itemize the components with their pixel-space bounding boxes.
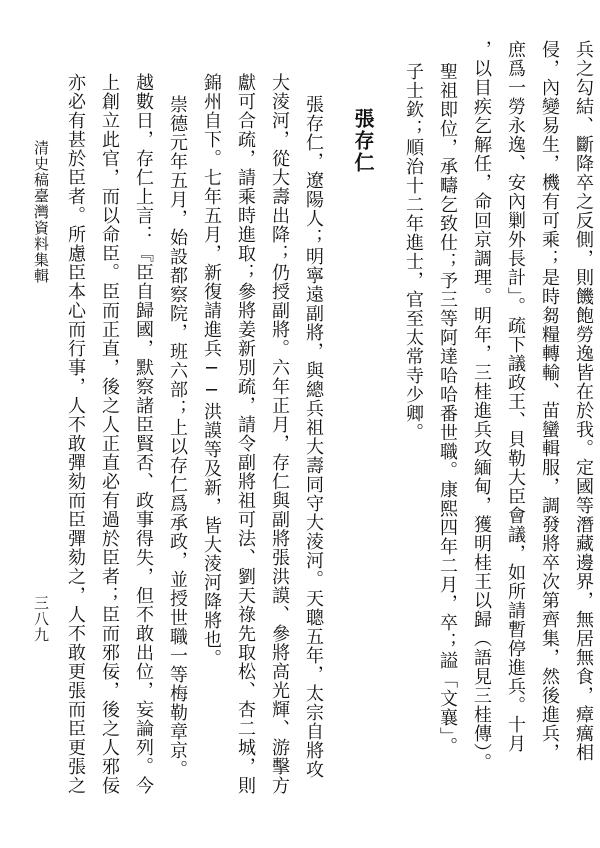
section-title: 張存仁 <box>351 108 375 174</box>
text-column: 兵之勾結、斷降卒之反側，則饑飽勞逸皆在於我。定國等潛藏邊界，無居無食，瘴癘相 <box>573 40 594 762</box>
text-column: 獻可合疏，請乘時進取；參將姜新別疏，請令副將祖可法、劉天祿先取松、杏二城，則 <box>235 73 256 795</box>
text-column: 錦州自下。七年五月，新復請進兵──洪謨等及新，皆大淩河降將也。 <box>201 73 222 668</box>
text-column: 大淩河，從大壽出降；仍授副將。六年正月，存仁與副將張洪謨、參將高光輝、游擊方 <box>269 73 290 795</box>
book-title: 清史稿臺灣資料集輯 <box>32 140 50 284</box>
text-column: 聖祖即位，承疇乞致仕；予三等阿達哈哈番世職。康熙四年二月，卒；謚「文襄」。 <box>437 62 458 756</box>
text-column: 庶爲一勞永逸、安內剿外長計」。疏下議政王、貝勒大臣會議，如所請暫停進兵。十月 <box>505 40 526 753</box>
text-column: 越數日，存仁上言：『臣自歸國，默察諸臣賢否、政事得失，但不敢出位，妄論列。今 <box>133 73 154 795</box>
text-column: 侵，內變易生，機有可乘；是時芻糧轉輸、苗蠻輯服，調發將卒次第齊集，然後進兵， <box>539 40 560 762</box>
page-number: 三八九 <box>32 595 50 643</box>
text-column: ，以目疾乞解任，命回京調理。明年，三桂進兵攻緬甸，獲明桂王以歸（語見三桂傳）。 <box>471 40 492 772</box>
text-column: 上創立此官，而以命臣。臣而正直，後之人正直必有過於臣者；臣而邪佞，後之人邪佞 <box>99 73 120 795</box>
text-column: 子士欽；順治十二年進士，官至太常寺少卿。 <box>403 62 424 442</box>
text-column: 亦必有甚於臣者。所慮臣本心而行事，人不敢彈劾而臣彈劾之，人不敢更張而臣更張之 <box>65 73 86 795</box>
text-column: 張存仁，遼陽人；明寧遠副將，與總兵祖大壽同守大淩河。天聰五年，太宗自將攻 <box>303 95 324 779</box>
text-column: 崇德元年五月，始設都察院，班六部；上以存仁爲承政，並授世職一等梅勒章京。 <box>167 95 188 779</box>
